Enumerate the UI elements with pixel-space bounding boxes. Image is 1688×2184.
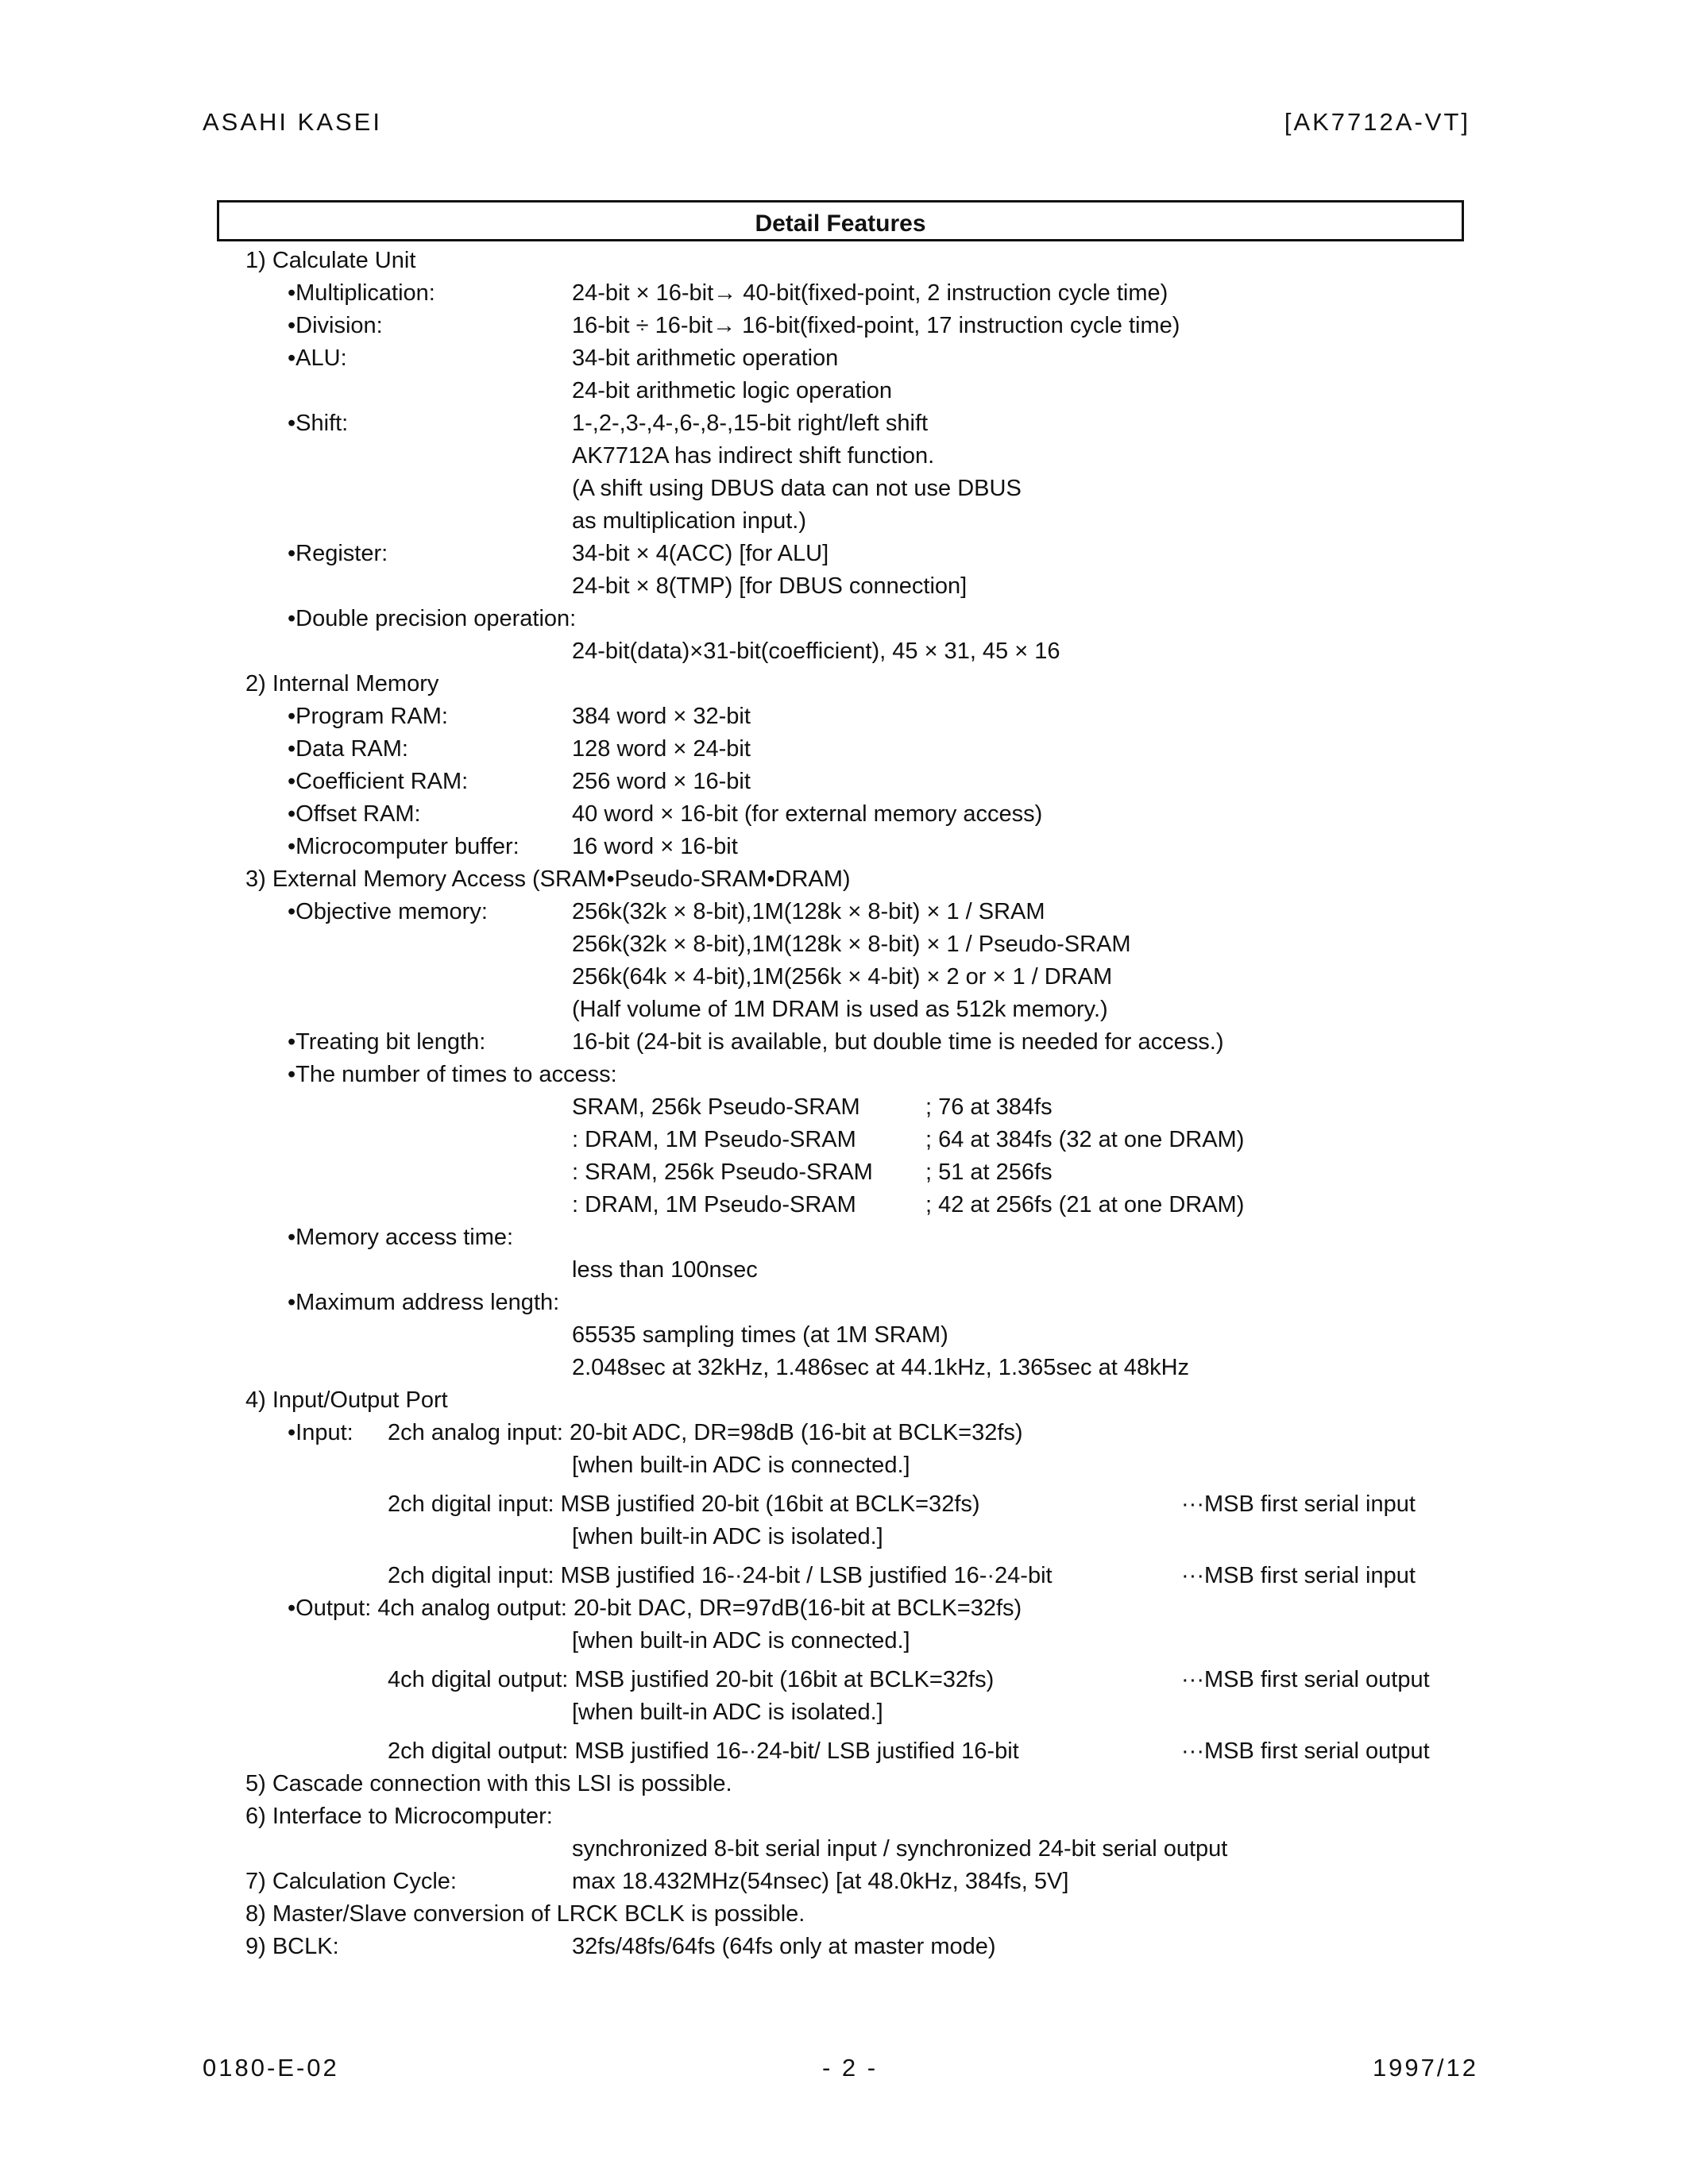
section-heading: 3) External Memory Access (SRAM•Pseudo-SRAM•DRAM) (245, 866, 851, 892)
feature-row: •Data RAM: 128 word × 24-bit (288, 736, 751, 762)
feature-row: 256k(32k × 8-bit),1M(128k × 8-bit) × 1 / Pseudo-SRAM (572, 932, 1131, 957)
document-number: 0180-E-02 (203, 2054, 339, 2082)
feature-row: (A shift using DBUS data can not use DBUS (572, 476, 1022, 501)
io-row: •Input: 2ch analog input: 20-bit ADC, DR=98dB (16-bit at BCLK=32fs) (288, 1420, 1023, 1445)
document-date: 1997/12 (1372, 2054, 1478, 2082)
feature-row: •The number of times to access: (288, 1062, 617, 1087)
io-row: [when built-in ADC is connected.] (572, 1628, 910, 1653)
feature-row: •Microcomputer buffer: 16 word × 16-bit (288, 834, 738, 859)
feature-row: •Treating bit length: 16-bit (24-bit is available, but double time is needed for access.) (288, 1029, 1224, 1055)
part-number: [AK7712A-VT] (1284, 108, 1470, 136)
section-heading: 9) BCLK: 32fs/48fs/64fs (64fs only at master mode) (245, 1934, 996, 1959)
section-heading: 5) Cascade connection with this LSI is possible. (245, 1771, 732, 1796)
feature-row: •Offset RAM: 40 word × 16-bit (for external memory access) (288, 801, 1043, 827)
section-heading: 4) Input/Output Port (245, 1387, 448, 1413)
feature-row: 24-bit(data)×31-bit(coefficient), 45 × 31, 45 × 16 (572, 639, 1060, 664)
feature-row: 256k(64k × 4-bit),1M(256k × 4-bit) × 2 or × 1 / DRAM (572, 964, 1113, 990)
feature-row: •Division: 16-bit ÷ 16-bit→ 16-bit(fixed-point, 17 instruction cycle time) (288, 313, 1180, 338)
feature-row: AK7712A has indirect shift function. (572, 443, 935, 469)
io-row: 4ch digital output: MSB justified 20-bit (16bit at BCLK=32fs) ···MSB first serial output (388, 1667, 1430, 1692)
feature-row: 24-bit × 8(TMP) [for DBUS connection] (572, 573, 968, 599)
feature-row: •Coefficient RAM: 256 word × 16-bit (288, 769, 751, 794)
access-row: : DRAM, 1M Pseudo-SRAM ; 42 at 256fs (21 at one DRAM) (572, 1192, 1245, 1217)
feature-row: •Multiplication: 24-bit × 16-bit→ 40-bit(fixed-point, 2 instruction cycle time) (288, 280, 1168, 306)
access-row: : DRAM, 1M Pseudo-SRAM ; 64 at 384fs (32 at one DRAM) (572, 1127, 1245, 1152)
section-heading: 8) Master/Slave conversion of LRCK BCLK is possible. (245, 1901, 805, 1927)
feature-row: as multiplication input.) (572, 508, 806, 534)
feature-row: (Half volume of 1M DRAM is used as 512k memory.) (572, 997, 1108, 1022)
io-row: 2ch digital output: MSB justified 16-·24-bit/ LSB justified 16-bit ···MSB first serial output (388, 1738, 1430, 1764)
page-number: - 2 - (822, 2054, 879, 2082)
access-row: SRAM, 256k Pseudo-SRAM ; 76 at 384fs (572, 1094, 1053, 1120)
io-row: 2ch digital input: MSB justified 16-·24-bit / LSB justified 16-·24-bit ···MSB first serial input (388, 1563, 1416, 1588)
section-heading: 1) Calculate Unit (245, 248, 416, 273)
feature-row: synchronized 8-bit serial input / synchronized 24-bit serial output (572, 1836, 1228, 1862)
company-name: ASAHI KASEI (203, 108, 382, 136)
access-row: : SRAM, 256k Pseudo-SRAM ; 51 at 256fs (572, 1160, 1053, 1185)
feature-row: 24-bit arithmetic logic operation (572, 378, 892, 403)
page-title: Detail Features (755, 210, 926, 237)
section-heading: 6) Interface to Microcomputer: (245, 1804, 553, 1829)
io-row: [when built-in ADC is isolated.] (572, 1700, 883, 1725)
feature-row: •Program RAM: 384 word × 32-bit (288, 704, 751, 729)
feature-row: •ALU: 34-bit arithmetic operation (288, 345, 839, 371)
io-row: [when built-in ADC is connected.] (572, 1453, 910, 1478)
feature-row: •Shift: 1-,2-,3-,4-,6-,8-,15-bit right/left shift (288, 411, 929, 436)
feature-row: 2.048sec at 32kHz, 1.486sec at 44.1kHz, 1.365sec at 48kHz (572, 1355, 1190, 1380)
feature-row: •Double precision operation: (288, 606, 577, 631)
io-row: •Output: 4ch analog output: 20-bit DAC, DR=97dB(16-bit at BCLK=32fs) (288, 1596, 1022, 1621)
feature-row: •Memory access time: (288, 1225, 514, 1250)
io-row: [when built-in ADC is isolated.] (572, 1524, 883, 1549)
section-heading: 7) Calculation Cycle: max 18.432MHz(54nsec) [at 48.0kHz, 384fs, 5V] (245, 1869, 1069, 1894)
title-box (217, 200, 1464, 241)
feature-row: •Objective memory: 256k(32k × 8-bit),1M(128k × 8-bit) × 1 / SRAM (288, 899, 1045, 924)
feature-row: 65535 sampling times (at 1M SRAM) (572, 1322, 948, 1348)
features-list (0, 245, 1688, 1963)
section-heading: 2) Internal Memory (245, 671, 439, 696)
feature-row: less than 100nsec (572, 1257, 758, 1283)
feature-row: •Register: 34-bit × 4(ACC) [for ALU] (288, 541, 829, 566)
io-row: 2ch digital input: MSB justified 20-bit (16bit at BCLK=32fs) ···MSB first serial input (388, 1491, 1416, 1517)
feature-row: •Maximum address length: (288, 1290, 560, 1315)
